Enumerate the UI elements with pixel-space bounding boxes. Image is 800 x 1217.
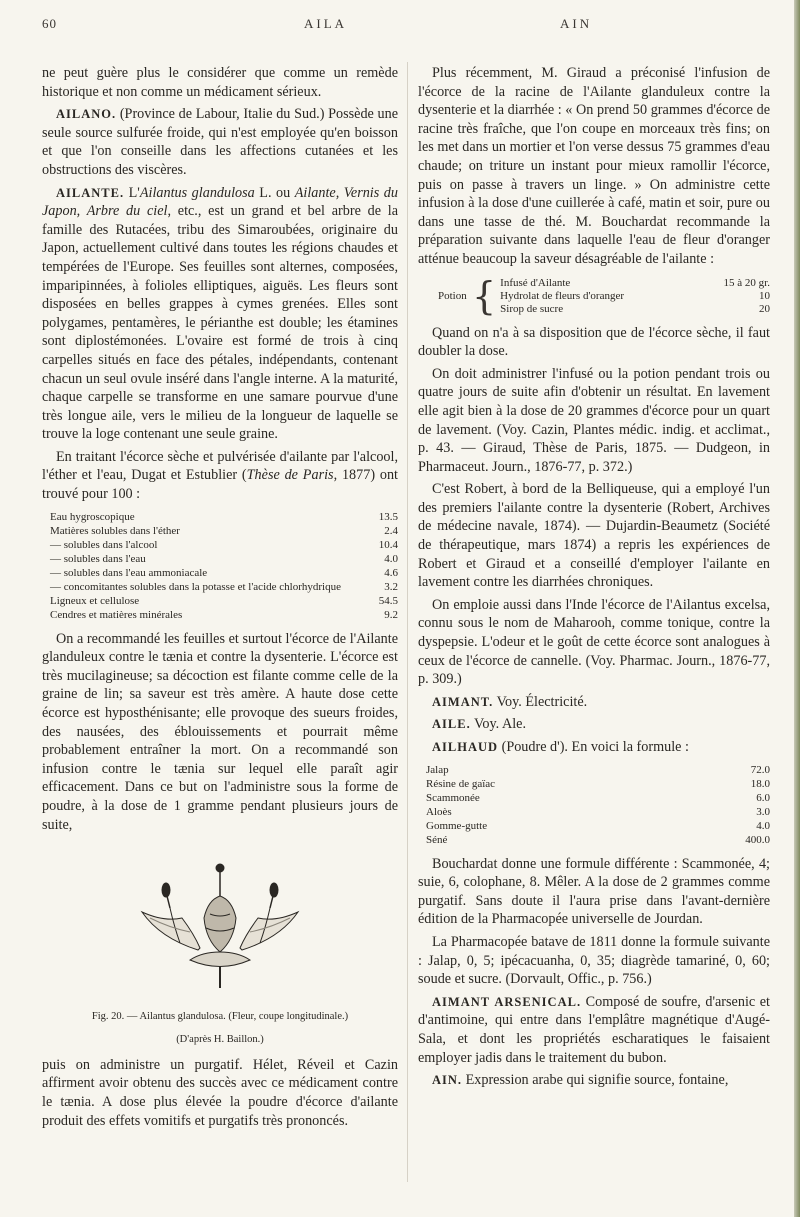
page-edge bbox=[794, 0, 800, 1217]
reference: Thèse de Paris bbox=[246, 467, 334, 484]
potion-row bbox=[500, 303, 770, 316]
row-label: Séné bbox=[426, 833, 448, 846]
row-value: 4.6 bbox=[384, 566, 398, 579]
row-value: 4.0 bbox=[384, 552, 398, 565]
potion-table bbox=[500, 277, 770, 316]
entry-ailante bbox=[42, 184, 398, 444]
formula-row bbox=[418, 805, 770, 819]
paragraph: La Pharmacopée batave de 1811 donne la formule suivante : Jalap, 0, 5; ipécacuanha, 0, 35; diagrède tamariné, 0, 60; soude et sucre. (Dorvault, Offic., p. 756.) bbox=[418, 933, 770, 988]
row-value: 4.0 bbox=[756, 819, 770, 832]
row-value: 72.0 bbox=[750, 763, 770, 776]
row-label: Matières solubles dans l'éther bbox=[50, 524, 180, 537]
paragraph: Quand on n'a à sa disposition que de l'écorce sèche, il faut doubler la dose. bbox=[418, 324, 770, 360]
entry-text: Voy. Électricité. bbox=[493, 693, 588, 710]
potion-recipe bbox=[438, 274, 770, 319]
text: , 1877) ont trouvé pour 100 : bbox=[42, 467, 398, 503]
row-label: Eau hygroscopique bbox=[50, 510, 135, 523]
analysis-row bbox=[42, 580, 398, 594]
entry-aimant bbox=[418, 693, 770, 712]
paragraph: Plus récemment, M. Giraud a préconisé l'infusion de l'écorce de la racine de l'Ailante glanduleux contre la dysenterie et la diarrhée : « On prend 50 grammes d'écorce de racine très fraîche, que l'on coupe en morceaux très fins; on les met dans un mortier et l'on verse dessus 75 grammes d'eau chaude; on triture un instant pour mieux ramollir l'écorce, puis on passe à travers un linge. » On administre cette infusion à la dose d'une cuillerée à café, matin et soir, pure ou dans une tasse de thé. M. Bouchardat recommande la préparation suivante dans laquelle l'eau de fleur d'oranger atténue beaucoup la saveur désagréable de l'ailante : bbox=[418, 65, 770, 267]
page-number: 60 bbox=[42, 16, 57, 31]
formula-row bbox=[418, 791, 770, 805]
row-label: Aloès bbox=[426, 805, 452, 818]
potion-row bbox=[500, 277, 770, 290]
entry-text: Voy. Ale. bbox=[470, 716, 527, 733]
analysis-row bbox=[42, 594, 398, 608]
latin-name: Ailantus glandulosa bbox=[139, 184, 255, 201]
left-column bbox=[42, 64, 398, 1134]
row-label: Sirop de sucre bbox=[500, 302, 564, 315]
entry-text: (Province de Labour, Italie du Sud.) Possède une seule source sulfurée froide, qui n'est employée qu'en boisson et que l'on conseille dans les affections cutanées et les obstructions des viscères. bbox=[42, 106, 398, 178]
row-label: Jalap bbox=[426, 763, 449, 776]
row-label: Résine de gaïac bbox=[426, 777, 496, 790]
running-head-left: AILA bbox=[304, 16, 348, 31]
entry-text: (Poudre d'). En voici la formule : bbox=[498, 739, 689, 755]
paragraph: C'est Robert, à bord de la Belliqueuse, qui a employé l'un des premiers l'ailante contre la dysenterie (Robert, Archives de médecine navale, 1874). — Dujardin-Beaumetz (Société de thérapeutique, mars 1874) a repris les expériences de Robert et Giraud et a conseillé d'employer l'ailante en lavement contre les diarrhées chroniques. bbox=[418, 481, 770, 591]
row-label: Ligneux et cellulose bbox=[50, 594, 140, 607]
entry-text: , etc., est un grand et bel arbre de la famille des Rutacées, tribu des Simaroubées, originaire du Japon, actuellement cultivé dans toutes les régions chaudes et tempérées de l'Europe. Ses feuilles sont alternes, composées, imparipinnées, à folioles elliptiques, aiguës. Les fleurs sont disposées en belles grappes à cymes grenées. Elles sont polygames, pentamères, le périanthe est double; les étamines sont diplostémonées. L'ovaire est formé de trois à cinq carpelles situés en face des pétales, indépendants, contenant chacun un seul ovule inséré dans l'angle interne. A la maturité, chaque carpelle se transforme en une samare pourvue d'une très longue aile, vers le milieu de la longueur de laquelle se trouve la loge contenant une seule graine. bbox=[42, 203, 399, 443]
common-names: Ailante, Vernis du Japon, Arbre du ciel bbox=[42, 184, 398, 220]
potion-label: Potion bbox=[438, 289, 467, 302]
entry-text: Composé de soufre, d'arsenic et d'antimoine, qui entre dans l'emplâtre magnétique d'Augé-Sala, et dont les propriétés escharatiques le faisaient employer jadis dans le traitement du bubon. bbox=[418, 993, 770, 1066]
row-label: — solubles dans l'alcool bbox=[50, 538, 158, 551]
row-value: 54.5 bbox=[378, 594, 398, 607]
entry-aimant-arsenical bbox=[418, 993, 770, 1067]
paragraph: ne peut guère plus le considérer que comme un remède historique et non comme un médicament sérieux. bbox=[42, 65, 398, 100]
row-value: 400.0 bbox=[745, 833, 770, 846]
formula-row bbox=[418, 777, 770, 791]
page-header bbox=[42, 16, 777, 36]
analysis-row bbox=[42, 524, 398, 538]
headword: AILE. bbox=[432, 717, 471, 732]
row-value: 18.0 bbox=[750, 777, 770, 790]
row-label: Hydrolat de fleurs d'oranger bbox=[500, 289, 625, 302]
figure-credit: (D'après H. Baillon.) bbox=[176, 1033, 264, 1045]
row-label: — concomitantes solubles dans la potasse et l'acide chlorhydrique bbox=[50, 580, 341, 593]
row-value: 15 à 20 gr. bbox=[723, 276, 770, 289]
paragraph: On doit administrer l'infusé ou la potion pendant trois ou quatre jours de suite afin d'obtenir un résultat. En lavement elle agit bien à la dose de 20 grammes d'écorce pour un quart de lavement. (Voy. Cazin, Plantes médic. indig. et acclimat., p. 43. — Giraud, Thèse de Paris, 1875. — Dudgeon, in Pharmaceut. Journ., 1876-77, p. 372.) bbox=[418, 365, 770, 475]
headword: AILANTE. bbox=[56, 185, 125, 200]
entry-text: L' bbox=[124, 184, 140, 201]
running-head-right: AIN bbox=[560, 16, 593, 31]
analysis-row bbox=[42, 608, 398, 622]
analysis-row bbox=[42, 566, 398, 580]
paragraph: On a recommandé les feuilles et surtout l'écorce de l'Ailante glanduleux contre le tænia et contre la dysenterie. L'écorce est très mucilagineuse; sa décoction est filante comme celle de la graine de lin; sa saveur est très amère. A haute dose cette écorce est hyposthénisante; elle provoque des sueurs froides, des nausées, des éblouissements et pourrait même probablement entraîner la mort. On a recommandé son infusion contre le tænia sur lequel elle paraît agir efficacement. Dans ce but on l'administre sous la forme de poudre, à la dose de 1 gramme pendant plusieurs jours de suite, bbox=[42, 630, 398, 833]
paragraph bbox=[42, 448, 398, 504]
entry-text: L. ou bbox=[254, 184, 295, 201]
analysis-row bbox=[42, 552, 398, 566]
row-value: 10.4 bbox=[378, 538, 398, 551]
row-value: 2.4 bbox=[384, 524, 398, 537]
formula-row bbox=[418, 833, 770, 847]
row-value: 20 bbox=[759, 302, 770, 315]
paragraph: Bouchardat donne une formule différente : Scammonée, 4; suie, 6, colophane, 8. Mêler. A la dose de 2 grammes comme purgatif. Sans doute il l'aura prise dans l'avant-dernière édition de la Pharmacopée universelle de Jourdan. bbox=[418, 855, 770, 928]
formula-row bbox=[418, 819, 770, 833]
ailhaud-formula-table bbox=[418, 763, 770, 847]
row-value: 3.0 bbox=[756, 805, 770, 818]
row-label: Cendres et matières minérales bbox=[50, 608, 183, 621]
flower-section-illustration bbox=[120, 848, 320, 998]
entry-ailano bbox=[42, 105, 398, 179]
analysis-table bbox=[42, 510, 398, 622]
figure-caption: Fig. 20. — Ailantus glandulosa. (Fleur, coupe longitudinale.) bbox=[91, 1010, 349, 1022]
row-label: Infusé d'Ailante bbox=[500, 276, 571, 289]
figure-ailantus-flower bbox=[42, 848, 398, 1004]
right-column bbox=[418, 64, 770, 1094]
brace-glyph: { bbox=[471, 274, 497, 319]
entry-text: Expression arabe qui signifie source, fontaine, bbox=[462, 1072, 729, 1089]
headword: AIN. bbox=[432, 1073, 463, 1088]
analysis-row bbox=[42, 510, 398, 524]
row-value: 13.5 bbox=[378, 510, 398, 523]
column-divider bbox=[407, 62, 408, 1182]
row-label: — solubles dans l'eau ammoniacale bbox=[50, 566, 208, 579]
headword: AIMANT ARSENICAL. bbox=[432, 994, 582, 1009]
entry-aile bbox=[418, 715, 770, 734]
row-label: Scammonée bbox=[426, 791, 480, 804]
headword: AILHAUD bbox=[432, 740, 499, 754]
row-value: 9.2 bbox=[384, 608, 398, 621]
paragraph: On emploie aussi dans l'Inde l'écorce de l'Ailantus excelsa, connu sous le nom de Maharooh, comme tonique, contre la dyspepsie. L'odeur et le goût de cette écorce sont analogues à ceux de l'écorce de cannelle. (Voy. Pharmac. Journ., 1876-77, p. 309.) bbox=[418, 596, 770, 688]
row-value: 3.2 bbox=[384, 580, 398, 593]
headword: AIMANT. bbox=[432, 694, 494, 709]
entry-ailhaud bbox=[418, 738, 770, 757]
row-label: Gomme-gutte bbox=[426, 819, 488, 832]
text: En traitant l'écorce sèche et pulvérisée d'ailante par l'alcool, l'éther et l'eau, Dugat et Estublier ( bbox=[42, 448, 398, 484]
entry-ain bbox=[418, 1071, 770, 1090]
row-value: 10 bbox=[759, 289, 770, 302]
formula-row bbox=[418, 763, 770, 777]
row-value: 6.0 bbox=[756, 791, 770, 804]
row-label: — solubles dans l'eau bbox=[50, 552, 146, 565]
paragraph: puis on administre un purgatif. Hélet, Réveil et Cazin affirment avoir obtenu des succès avec ce médicament contre le tænia. A dose plus élevée la poudre d'écorce d'ailante produit des effets vomitifs et purgatifs très prononcés. bbox=[42, 1056, 398, 1129]
headword: AILANO. bbox=[56, 107, 117, 122]
analysis-row bbox=[42, 538, 398, 552]
potion-row bbox=[500, 290, 770, 303]
